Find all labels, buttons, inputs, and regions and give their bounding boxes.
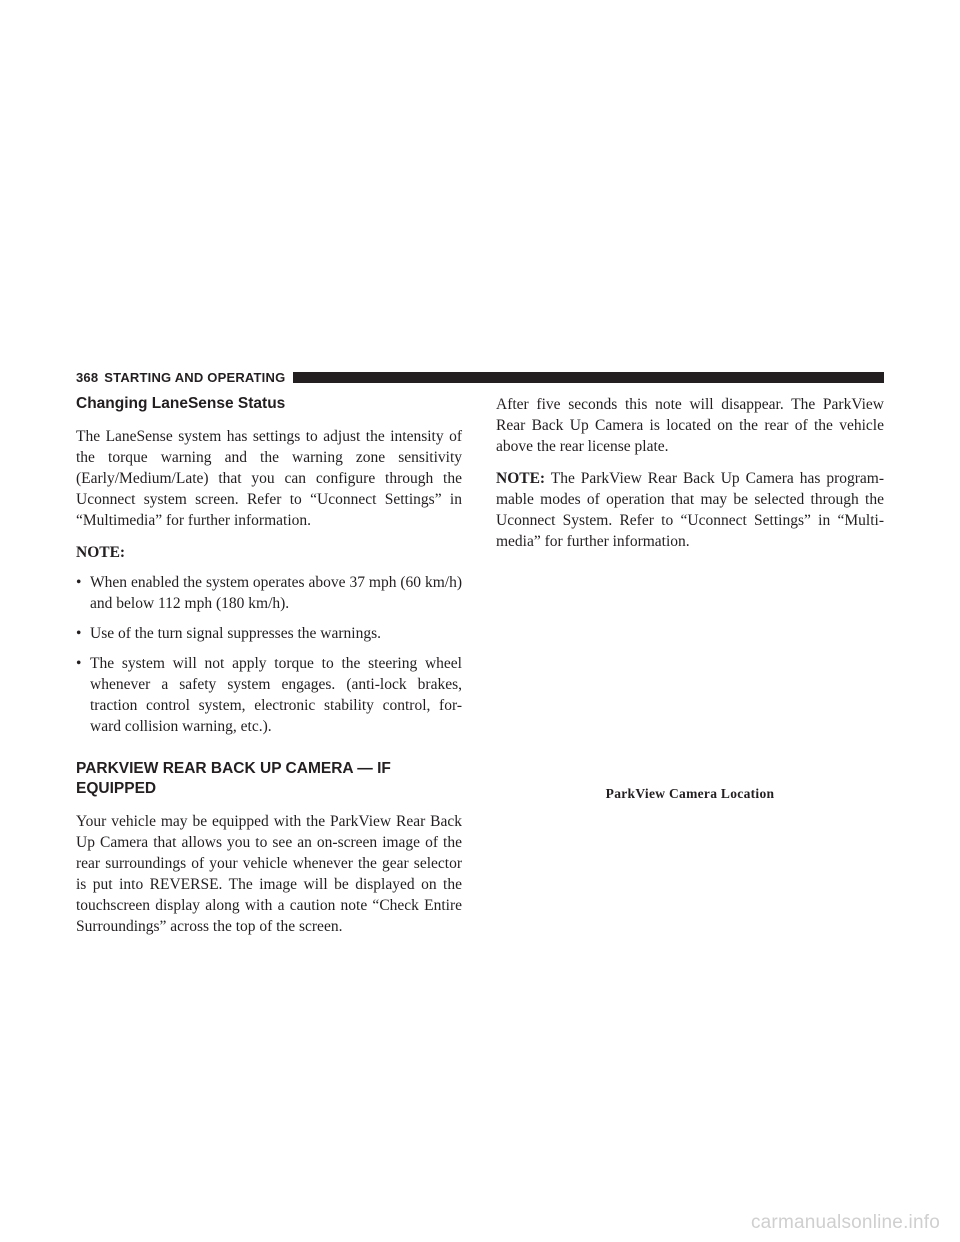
bullet-icon: • [76, 574, 82, 591]
note-label: NOTE: [76, 544, 126, 561]
figure-caption: ParkView Camera Location [605, 786, 775, 801]
header-rule [293, 372, 884, 383]
list-item [76, 572, 462, 614]
parkview-heading: PARKVIEW REAR BACK UP CAMERA — IF EQUIPPED [76, 760, 391, 797]
list-item [76, 653, 462, 737]
lanesense-heading: Changing LaneSense Status [76, 395, 286, 412]
parkview-paragraph: Your vehicle may be equipped with the ParkView Rear Back Up Camera that allows you to see an on-screen image of the rear surroundings of your vehicle whenever the gear selector is put into REVERSE. The image will be displayed on the touchscreen display along with a caution note “Check Entire Surroundings” across the top of the screen. [76, 813, 462, 935]
watermark: carmanualsonline.info [750, 1212, 940, 1233]
section-title: STARTING AND OPERATING [104, 369, 286, 385]
left-column [76, 394, 462, 948]
list-item-text: The system will not apply torque to the steering wheel whenever a safety system engages. (anti-lock brakes, traction control system, electronic stability control, for-ward collision warning, etc.). [90, 655, 462, 735]
lanesense-intro: The LaneSense system has settings to adjust the intensity of the torque warning and the warning zone sensitivity (Early/Medium/Late) that you can configure through the Uconnect system screen. Refer to “Uconnect Settings” in “Multimedia” for further information. [76, 428, 462, 529]
page-number: 368 [76, 369, 99, 385]
list-item [76, 623, 462, 644]
note-text: The ParkView Rear Back Up Camera has program-mable modes of operation that may be selected through the Uconnect System. Refer to “Uconnect Settings” in “Multi-media” for further information. [496, 470, 884, 550]
page-header [76, 368, 884, 386]
parkview-note [496, 468, 884, 552]
bullet-icon: • [76, 625, 82, 642]
right-column [496, 394, 884, 563]
bullet-icon: • [76, 655, 82, 672]
list-item-text: Use of the turn signal suppresses the warnings. [90, 625, 382, 642]
note-label: NOTE: [496, 470, 546, 487]
list-item-text: When enabled the system operates above 37 mph (60 km/h) and below 112 mph (180 km/h). [90, 574, 462, 612]
parkview-paragraph-continued: After five seconds this note will disappear. The ParkView Rear Back Up Camera is located on the rear of the vehicle above the rear license plate. [496, 396, 884, 455]
note-bullet-list [76, 572, 462, 737]
